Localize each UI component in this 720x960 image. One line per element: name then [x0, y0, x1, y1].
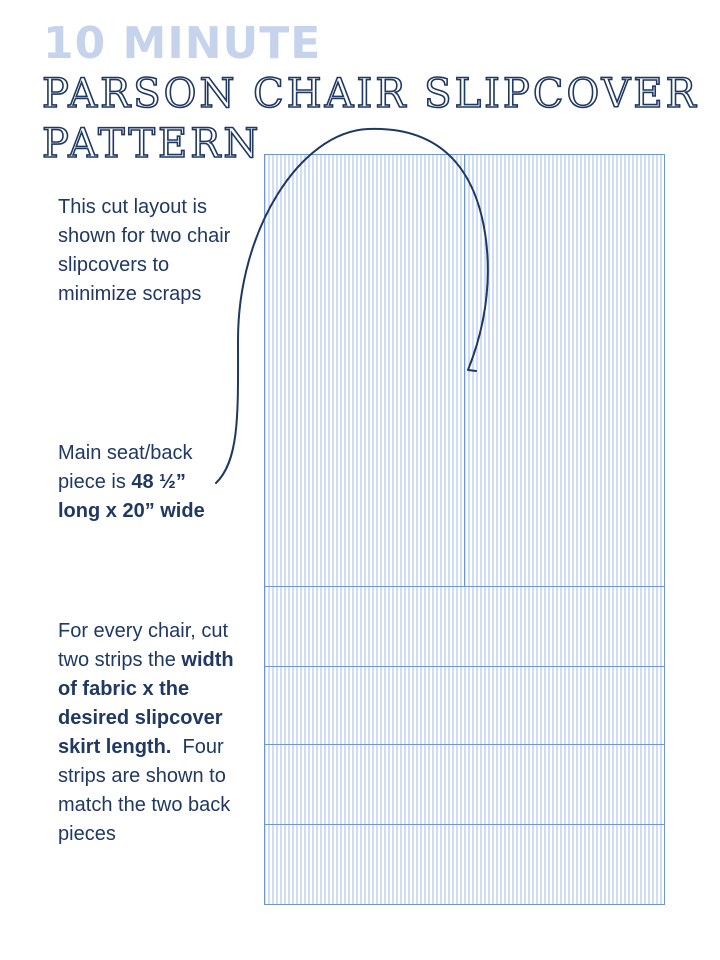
title-line-2: PATTERN — [42, 121, 262, 167]
note-cut-layout-text: This cut layout is shown for two chair slipcovers to minimize scraps — [58, 196, 231, 305]
note-strips-prefix: For every chair, cut two strips the — [58, 620, 229, 671]
title-10-minute: 10 MINUTE — [43, 18, 322, 69]
title-line-1: PARSON CHAIR SLIPCOVER — [42, 71, 699, 117]
note-main-prefix: Main seat/back piece is — [58, 442, 193, 493]
note-strips-dimensions: width of fabric x the desired slipcover skirt length. — [58, 649, 234, 758]
note-strips-suffix: Four strips are shown to match the two back pieces — [58, 736, 231, 845]
note-main-dimensions: 48 ½” long x 20” wide — [58, 471, 205, 522]
